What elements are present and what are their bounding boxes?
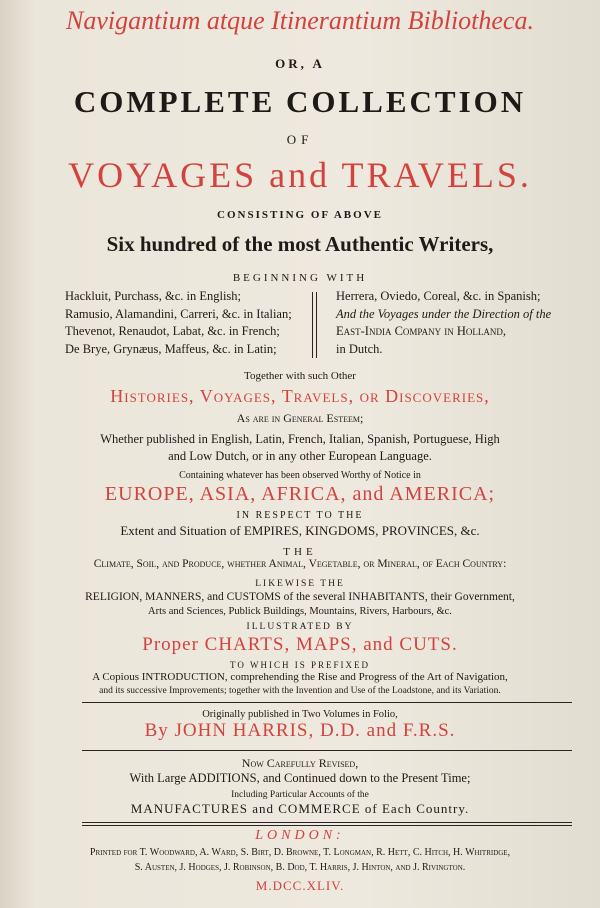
column-divider <box>316 292 317 358</box>
originally-line: Originally published in Two Volumes in Folio, <box>202 709 398 720</box>
left-author-line: Ramusio, Alamandini, Carreri, &c. in Italian; <box>65 306 292 321</box>
divider-rule <box>82 750 572 751</box>
divider-rule <box>82 822 572 823</box>
beginning-line: BEGINNING WITH <box>232 272 368 284</box>
manufactures-line: MANUFACTURES and COMMERCE of Each Country. <box>130 801 470 816</box>
imprint-printers-line-2: S. Austen, J. Hodges, J. Robinson, B. Dod, T. Harris, J. Hinton, and J. Rivington. <box>134 862 466 873</box>
introduction-line-2: and its successive Improvements; together with the Invention and Use of the Loadstone, and its Variation. <box>99 686 501 696</box>
extent-line: Extent and Situation of EMPIRES, KINGDOMS, PROVINCES, &c. <box>120 523 480 538</box>
imprint-printers-line-1: Printed for T. Woodward, A. Ward, S. Birt, D. Browne, T. Longman, R. Hett, C. Hitch, H. Whitridge, <box>89 847 511 858</box>
latin-title: Navigantium atque Itinerantium Bibliotheca. <box>66 6 534 35</box>
revised-line: Now Carefully Revised, <box>241 756 359 770</box>
illustrated-line: ILLUSTRATED BY <box>246 622 354 632</box>
prefixed-line: TO WHICH IS PREFIXED <box>230 660 370 670</box>
right-author-line: in Dutch. <box>336 341 383 356</box>
the-line: THE <box>283 546 317 558</box>
six-hundred-line: Six hundred of the most Authentic Writers, <box>106 232 494 256</box>
general-esteem-line: As are in General Esteem; <box>236 411 364 425</box>
left-author-line: Thevenot, Renaudot, Labat, &c. in French; <box>65 324 280 338</box>
consisting-line: CONSISTING OF ABOVE <box>217 209 383 221</box>
languages-line-1: Whether published in English, Latin, French, Italian, Spanish, Portuguese, High <box>100 432 500 446</box>
together-line: Together with such Other <box>244 370 356 382</box>
divider-rule <box>82 702 572 703</box>
right-authors-column <box>336 288 551 358</box>
left-author-line: Hackluit, Purchass, &c. in English; <box>65 289 242 303</box>
voyages-travels-heading: VOYAGES and TRAVELS. <box>68 155 532 195</box>
author-line: By JOHN HARRIS, D.D. and F.R.S. <box>144 720 456 741</box>
charts-line: Proper CHARTS, MAPS, and CUTS. <box>142 634 458 655</box>
languages-line-2: and Low Dutch, or in any other European Language. <box>168 449 432 463</box>
containing-line: Containing whatever has been observed Worthy of Notice in <box>179 470 421 481</box>
left-authors-column <box>65 288 292 358</box>
right-author-line: And the Voyages under the Direction of the <box>336 306 552 321</box>
divider-rule <box>82 825 572 826</box>
right-author-line: Herrera, Oviedo, Coreal, &c. in Spanish; <box>336 289 541 303</box>
additions-line: With Large ADDITIONS, and Continued down to the Present Time; <box>129 771 471 785</box>
complete-collection-heading: COMPLETE COLLECTION <box>73 84 527 119</box>
left-author-line: De Brye, Grynæus, Maffeus, &c. in Latin; <box>65 341 277 356</box>
of-line: OF <box>286 132 314 147</box>
religion-line-2: Arts and Sciences, Publick Buildings, Mountains, Rivers, Harbours, &c. <box>148 606 452 617</box>
or-a-line: OR, A <box>275 56 325 71</box>
religion-line-1: RELIGION, MANNERS, and CUSTOMS of the several INHABITANTS, their Government, <box>85 591 515 603</box>
including-line: Including Particular Accounts of the <box>231 790 369 800</box>
column-divider <box>312 292 313 358</box>
imprint-city: LONDON: <box>255 828 345 843</box>
introduction-line-1: A Copious INTRODUCTION, comprehending the Rise and Progress of the Art of Navigation, <box>92 671 508 683</box>
climate-line: Climate, Soil, and Produce, whether Animal, Vegetable, or Mineral, of Each Country: <box>93 558 507 570</box>
imprint-date: M.DCC.XLIV. <box>255 878 345 893</box>
histories-line: Histories, Voyages, Travels, or Discoveries, <box>110 386 490 406</box>
likewise-line: LIKEWISE THE <box>255 579 345 589</box>
in-respect-line: IN RESPECT TO THE <box>236 510 364 521</box>
continents-line: EUROPE, ASIA, AFRICA, and AMERICA; <box>104 483 496 505</box>
right-author-line: East-India Company in Holland, <box>336 324 506 338</box>
